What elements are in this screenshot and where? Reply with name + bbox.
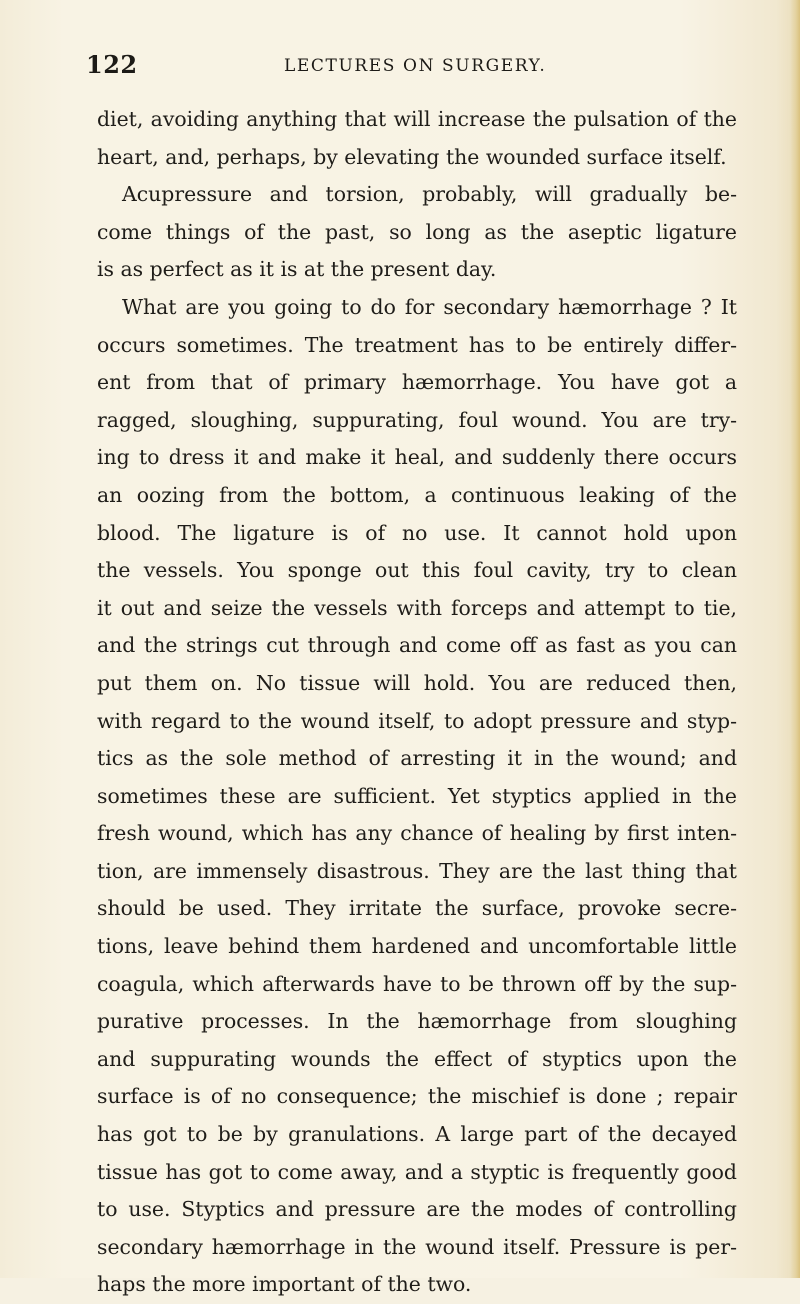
text-line: haps the more important of the two. (97, 1272, 472, 1297)
text-line: sometimes these are sufficient. Yet styptics applied in the (97, 783, 737, 808)
text-line: put them on. No tissue will hold. You are reduced then, (97, 670, 737, 695)
body-text (97, 101, 737, 1304)
text-line: fresh wound, which has any chance of healing by first inten- (97, 821, 737, 846)
text-line: the vessels. You sponge out this foul cavity, try to clean (97, 558, 737, 583)
page-number: 122 (86, 50, 138, 79)
running-title: LECTURES ON SURGERY. (284, 56, 547, 76)
text-line: it out and seize the vessels with forceps and attempt to tie, (97, 595, 737, 620)
text-line: and the strings cut through and come off as fast as you can (97, 633, 737, 658)
page-edge-shadow (790, 0, 800, 1278)
text-line: tissue has got to come away, and a styptic is frequently good (97, 1159, 737, 1184)
text-line: come things of the past, so long as the aseptic ligature (97, 219, 737, 244)
text-line: heart, and, perhaps, by elevating the wounded surface itself. (97, 144, 727, 169)
text-line: coagula, which afterwards have to be thrown off by the sup- (97, 971, 737, 996)
text-line: is as perfect as it is at the present day. (97, 257, 497, 282)
text-line: to use. Styptics and pressure are the modes of controlling (97, 1197, 737, 1222)
text-line: blood. The ligature is of no use. It cannot hold upon (97, 520, 737, 545)
text-line: purative processes. In the hæmorrhage from sloughing (97, 1009, 737, 1034)
text-line: What are you going to do for secondary hæmorrhage ? It (122, 294, 737, 319)
text-line: secondary hæmorrhage in the wound itself. Pressure is per- (97, 1234, 737, 1259)
text-line: tics as the sole method of arresting it in the wound; and (97, 746, 737, 771)
text-line: and suppurating wounds the effect of styptics upon the (97, 1046, 737, 1071)
text-line: occurs sometimes. The treatment has to be entirely differ- (97, 332, 737, 357)
text-line: ing to dress it and make it heal, and suddenly there occurs (97, 445, 737, 470)
text-line: an oozing from the bottom, a continuous leaking of the (97, 482, 737, 507)
text-line: tions, leave behind them hardened and uncomfortable little (97, 934, 737, 959)
page-header (0, 50, 800, 84)
text-line: Acupressure and torsion, probably, will gradually be- (122, 182, 737, 207)
text-line: ent from that of primary hæmorrhage. You have got a (97, 370, 737, 395)
text-line: tion, are immensely disastrous. They are the last thing that (97, 858, 737, 883)
text-line: diet, avoiding anything that will increase the pulsation of the (97, 107, 737, 131)
text-line: ragged, sloughing, suppurating, foul wound. You are try- (97, 407, 737, 432)
text-line: with regard to the wound itself, to adopt pressure and styp- (97, 708, 737, 733)
text-line: has got to be by granulations. A large part of the decayed (97, 1122, 737, 1147)
text-line: should be used. They irritate the surface, provoke secre- (97, 896, 737, 921)
text-line: surface is of no consequence; the mischief is done ; repair (97, 1084, 737, 1109)
